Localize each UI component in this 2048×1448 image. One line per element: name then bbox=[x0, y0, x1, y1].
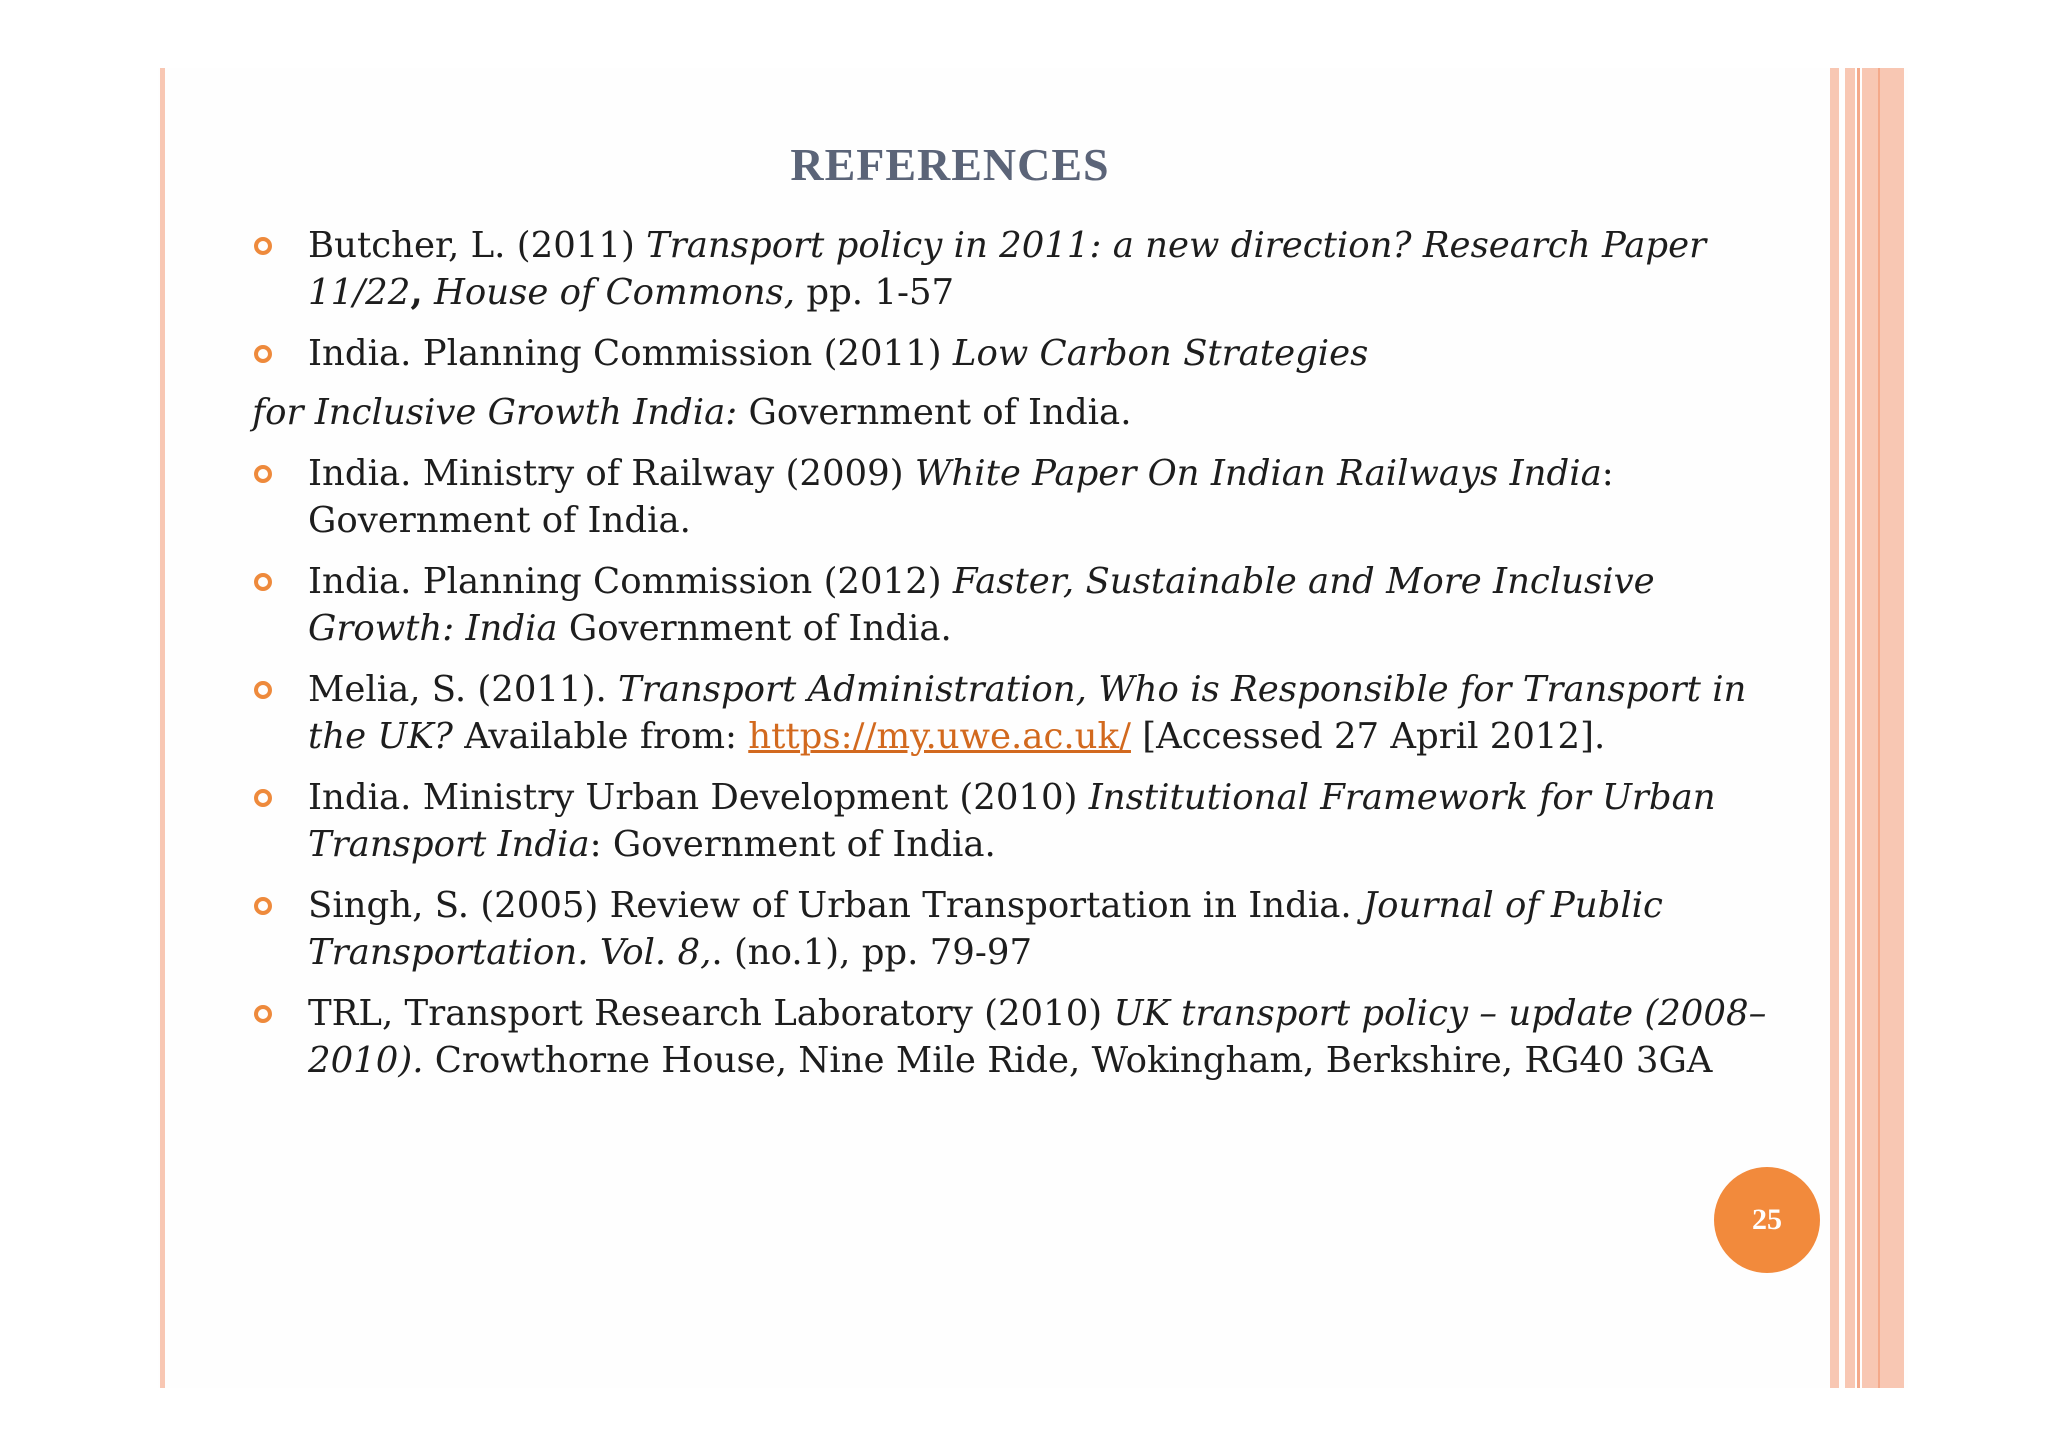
left-border-stripe bbox=[160, 68, 165, 1388]
bullet-icon bbox=[254, 465, 272, 483]
reference-link[interactable]: https://my.uwe.ac.uk/ bbox=[748, 716, 1131, 757]
bullet-icon bbox=[254, 1005, 272, 1023]
bullet-icon bbox=[254, 237, 272, 255]
bullet-icon bbox=[254, 573, 272, 591]
bullet-icon bbox=[254, 789, 272, 807]
reference-item: India. Planning Commission (2011) Low Carbon Strategies bbox=[252, 330, 1792, 377]
reference-item: India. Ministry Urban Development (2010) Institutional Framework for Urban Transport India: Government of India. bbox=[252, 774, 1792, 868]
reference-item: Butcher, L. (2011) Transport policy in 2011: a new direction? Research Paper 11/22, House of Commons, pp. 1-57 bbox=[252, 222, 1792, 316]
right-border-stripe-4 bbox=[1862, 68, 1904, 1388]
reference-item: Melia, S. (2011). Transport Administration, Who is Responsible for Transport in the UK? Available from: https://my.uwe.ac.uk/ [Accessed 27 April 2012]. bbox=[252, 666, 1792, 760]
reference-item: India. Planning Commission (2012) Faster, Sustainable and More Inclusive Growth: India Government of India. bbox=[252, 558, 1792, 652]
reference-item-continuation: for Inclusive Growth India: Government of India. bbox=[252, 392, 1132, 433]
reference-item: Singh, S. (2005) Review of Urban Transportation in India. Journal of Public Transportation. Vol. 8,. (no.1), pp. 79-97 bbox=[252, 882, 1792, 976]
bullet-icon bbox=[254, 681, 272, 699]
right-border-stripe-3 bbox=[1857, 68, 1860, 1388]
page-number-badge: 25 bbox=[1714, 1167, 1820, 1273]
right-border-stripe-5 bbox=[1878, 68, 1880, 1388]
page-title: REFERENCES bbox=[790, 139, 1110, 190]
bullet-icon bbox=[254, 345, 272, 363]
bullet-icon bbox=[254, 897, 272, 915]
reference-item: TRL, Transport Research Laboratory (2010) UK transport policy – update (2008–2010). Crowthorne House, Nine Mile Ride, Wokingham, Berkshire, RG40 3GA bbox=[252, 990, 1792, 1084]
right-border-stripe-1 bbox=[1830, 68, 1839, 1388]
right-border-stripe-2 bbox=[1845, 68, 1855, 1388]
reference-item: India. Ministry of Railway (2009) White Paper On Indian Railways India: Government of India. bbox=[252, 450, 1792, 544]
reference-list bbox=[252, 222, 1792, 1098]
